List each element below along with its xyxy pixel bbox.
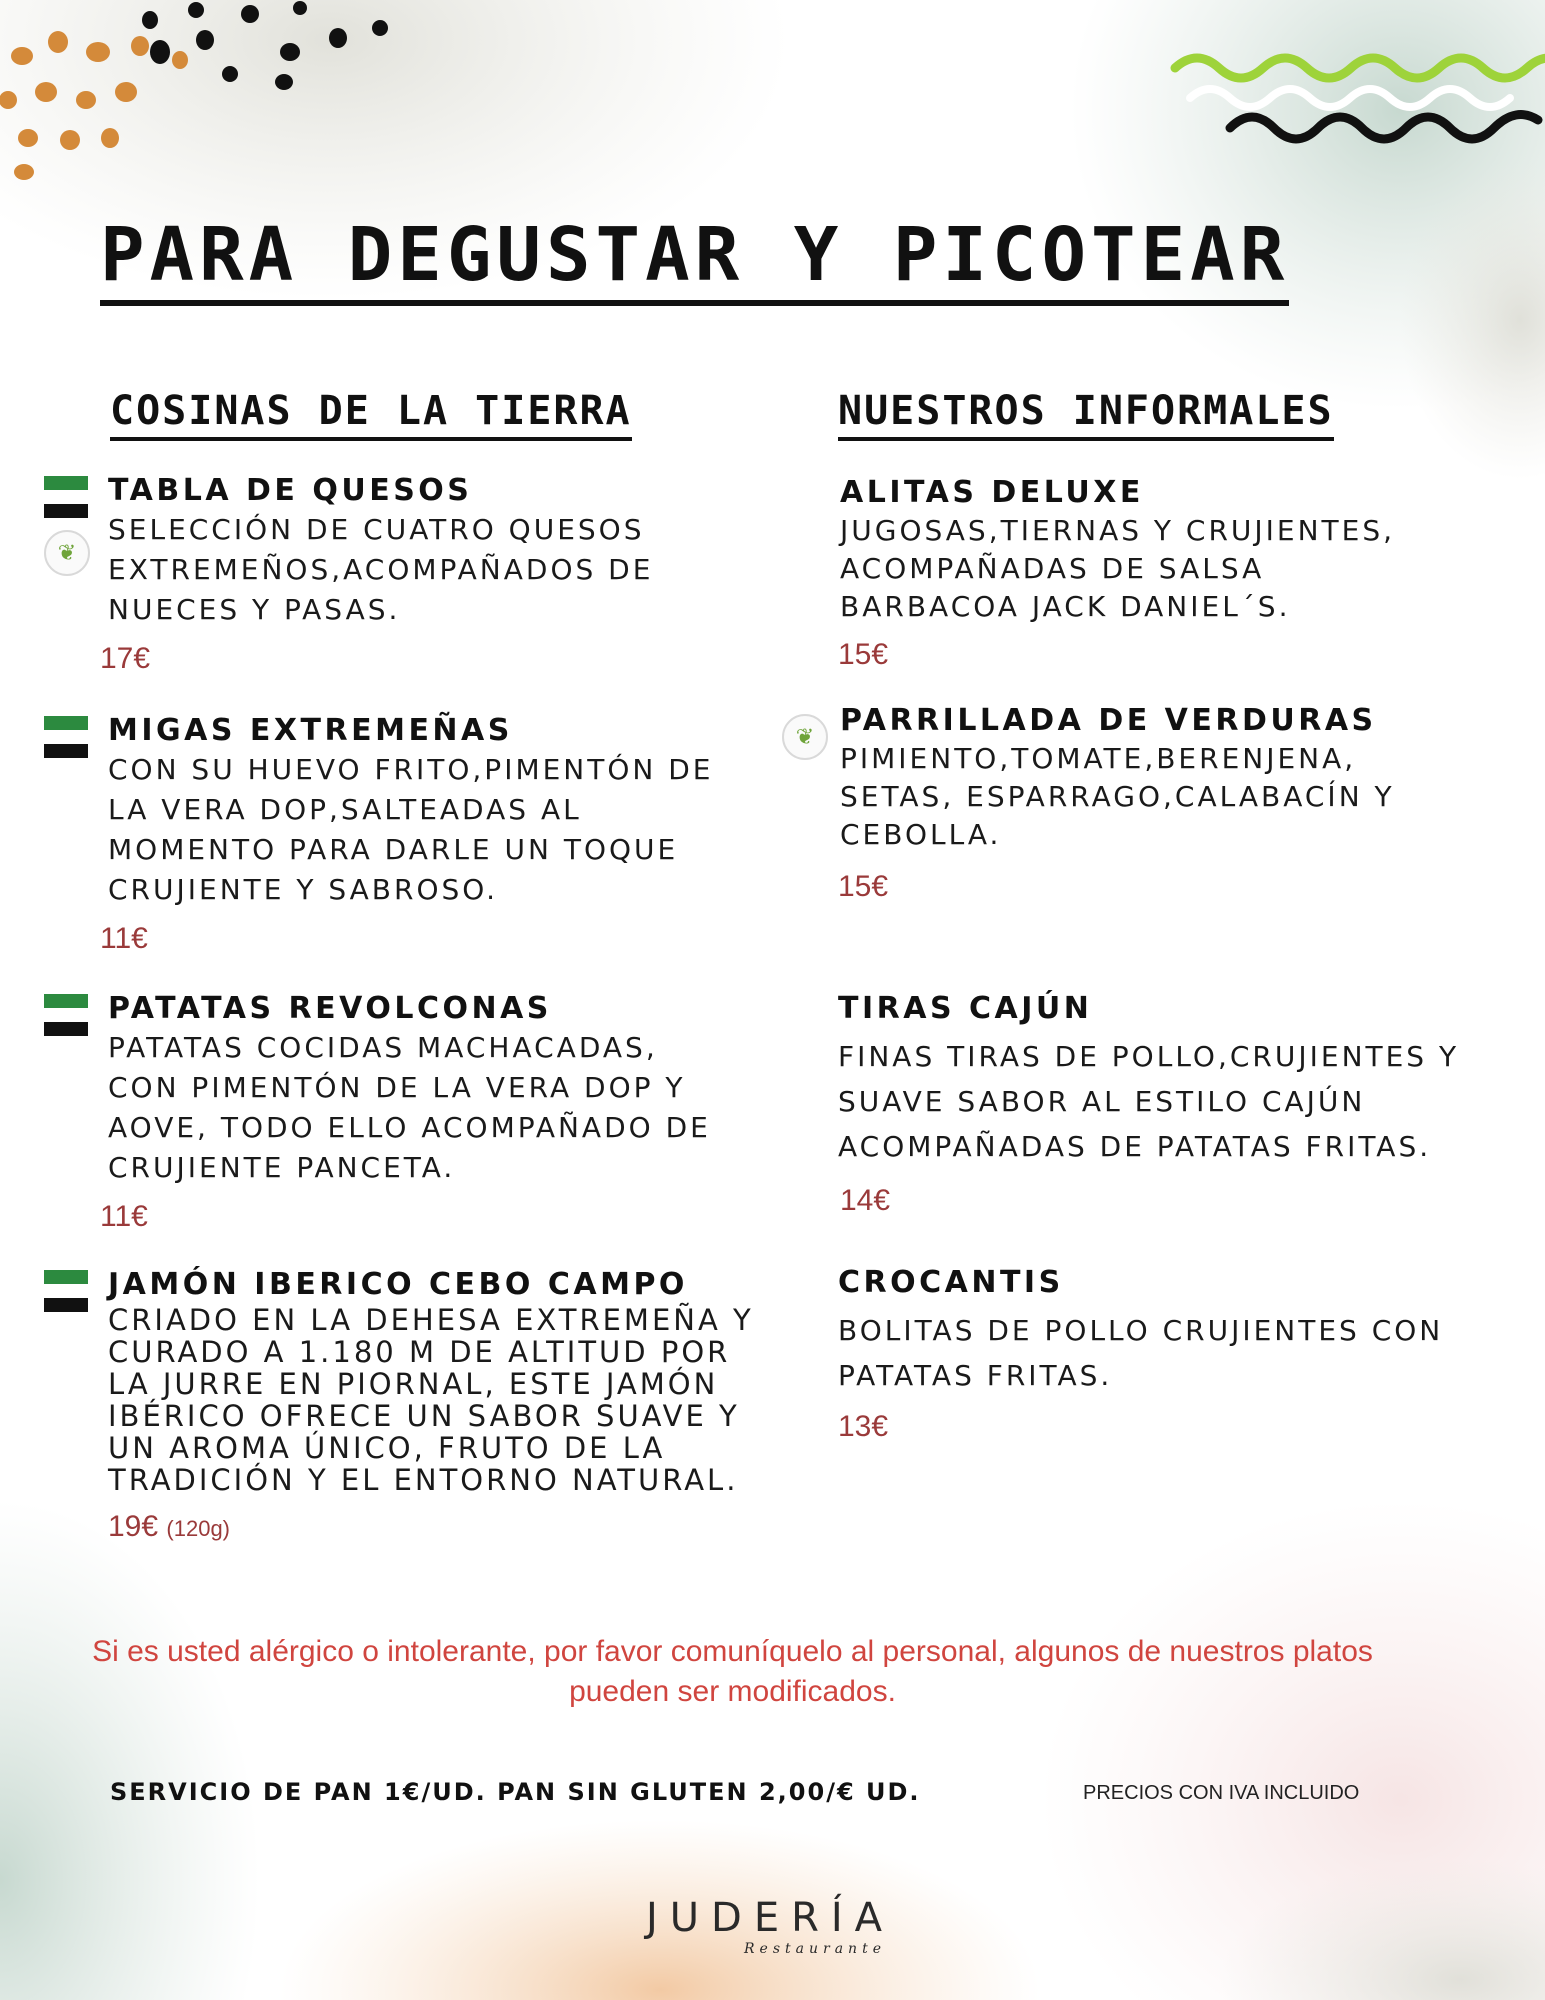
item-price: 13€ [838,1410,889,1443]
item-name: CROCANTIS [838,1265,1064,1300]
restaurant-logo [600,1895,940,1957]
extremadura-flag-icon [44,1270,88,1312]
item-price: 14€ [840,1184,891,1217]
menu-item-jamon-iberico [108,1266,754,1496]
section-title-right: NUESTROS INFORMALES [838,385,1334,441]
item-description: SELECCIÓN DE CUATRO QUESOS EXTREMEÑOS,ACOMPAÑADOS DE NUECES Y PASAS. [108,513,654,626]
item-name: PARRILLADA DE VERDURAS [840,703,1377,738]
vegetarian-icon: ❦ [44,530,90,576]
extremadura-flag-icon [44,716,88,758]
menu-item-tiras-cajun [838,990,1459,1169]
item-name: TIRAS CAJÚN [838,991,1093,1026]
item-description: FINAS TIRAS DE POLLO,CRUJIENTES Y SUAVE SABOR AL ESTILO CAJÚN ACOMPAÑADAS DE PATATAS FRITAS. [838,1040,1460,1163]
vegetarian-icon: ❦ [782,714,828,760]
wash-bottom-left [0,1500,260,2000]
price-weight: (120g) [166,1516,230,1541]
menu-item-tabla-de-quesos [108,472,653,630]
item-price: 15€ [838,870,889,903]
item-description: JUGOSAS,TIERNAS Y CRUJIENTES, ACOMPAÑADAS DE SALSA BARBACOA JACK DANIEL´S. [840,514,1396,623]
item-description: CRIADO EN LA DEHESA EXTREMEÑA Y CURADO A 1.180 M DE ALTITUD POR LA JURRE EN PIORNAL, ESTE JAMÓN IBÉRICO OFRECE UN SABOR SUAVE Y UN AROMA ÚNICO, FRUTO DE LA TRADICIÓN Y EL ENTORNO NATURAL. [108,1303,754,1497]
logo-name: JUDERÍA [645,1895,895,1941]
extremadura-flag-icon [44,994,88,1036]
item-price: 11€ [100,922,148,955]
menu-item-alitas-deluxe [840,474,1395,626]
item-name: PATATAS REVOLCONAS [108,991,552,1026]
item-name: ALITAS DELUXE [840,475,1144,510]
item-description: PATATAS COCIDAS MACHACADAS, CON PIMENTÓN DE LA VERA DOP Y AOVE, TODO ELLO ACOMPAÑADO DE CRUJIENTE PANCETA. [108,1031,711,1184]
item-name: JAMÓN IBERICO CEBO CAMPO [108,1267,688,1302]
allergy-notice: Si es usted alérgico o intolerante, por favor comuníquelo al personal, algunos de nuestros platos pueden ser modificados. [92,1635,1373,1708]
menu-item-crocantis [838,1264,1443,1398]
item-price: 15€ [838,638,889,671]
section-title-left: COSINAS DE LA TIERRA [110,385,632,441]
item-description: BOLITAS DE POLLO CRUJIENTES CON PATATAS FRITAS. [838,1314,1444,1392]
menu-item-parrillada-de-verduras [840,702,1395,854]
extremadura-flag-icon [44,476,88,518]
item-description: CON SU HUEVO FRITO,PIMENTÓN DE LA VERA DOP,SALTEADAS AL MOMENTO PARA DARLE UN TOQUE CRUJIENTE Y SABROSO. [108,753,714,906]
menu-item-migas-extremenas [108,712,713,910]
item-description: PIMIENTO,TOMATE,BERENJENA, SETAS, ESPARRAGO,CALABACÍN Y CEBOLLA. [840,742,1395,851]
item-price: 17€ [100,642,151,675]
menu-item-patatas-revolconas [108,990,711,1188]
page-title: PARA DEGUSTAR Y PICOTEAR [100,212,1289,306]
iva-notice: PRECIOS CON IVA INCLUIDO [1083,1782,1360,1804]
item-name: MIGAS EXTREMEÑAS [108,713,513,748]
item-price: 11€ [100,1200,148,1233]
bread-service-info: SERVICIO DE PAN 1€/UD. PAN SIN GLUTEN 2,00/€ UD. [110,1778,921,1806]
price-value: 19€ [108,1510,159,1543]
item-name: TABLA DE QUESOS [108,473,473,508]
item-price [108,1510,230,1544]
logo-subtitle: Restaurante [744,1941,886,1957]
